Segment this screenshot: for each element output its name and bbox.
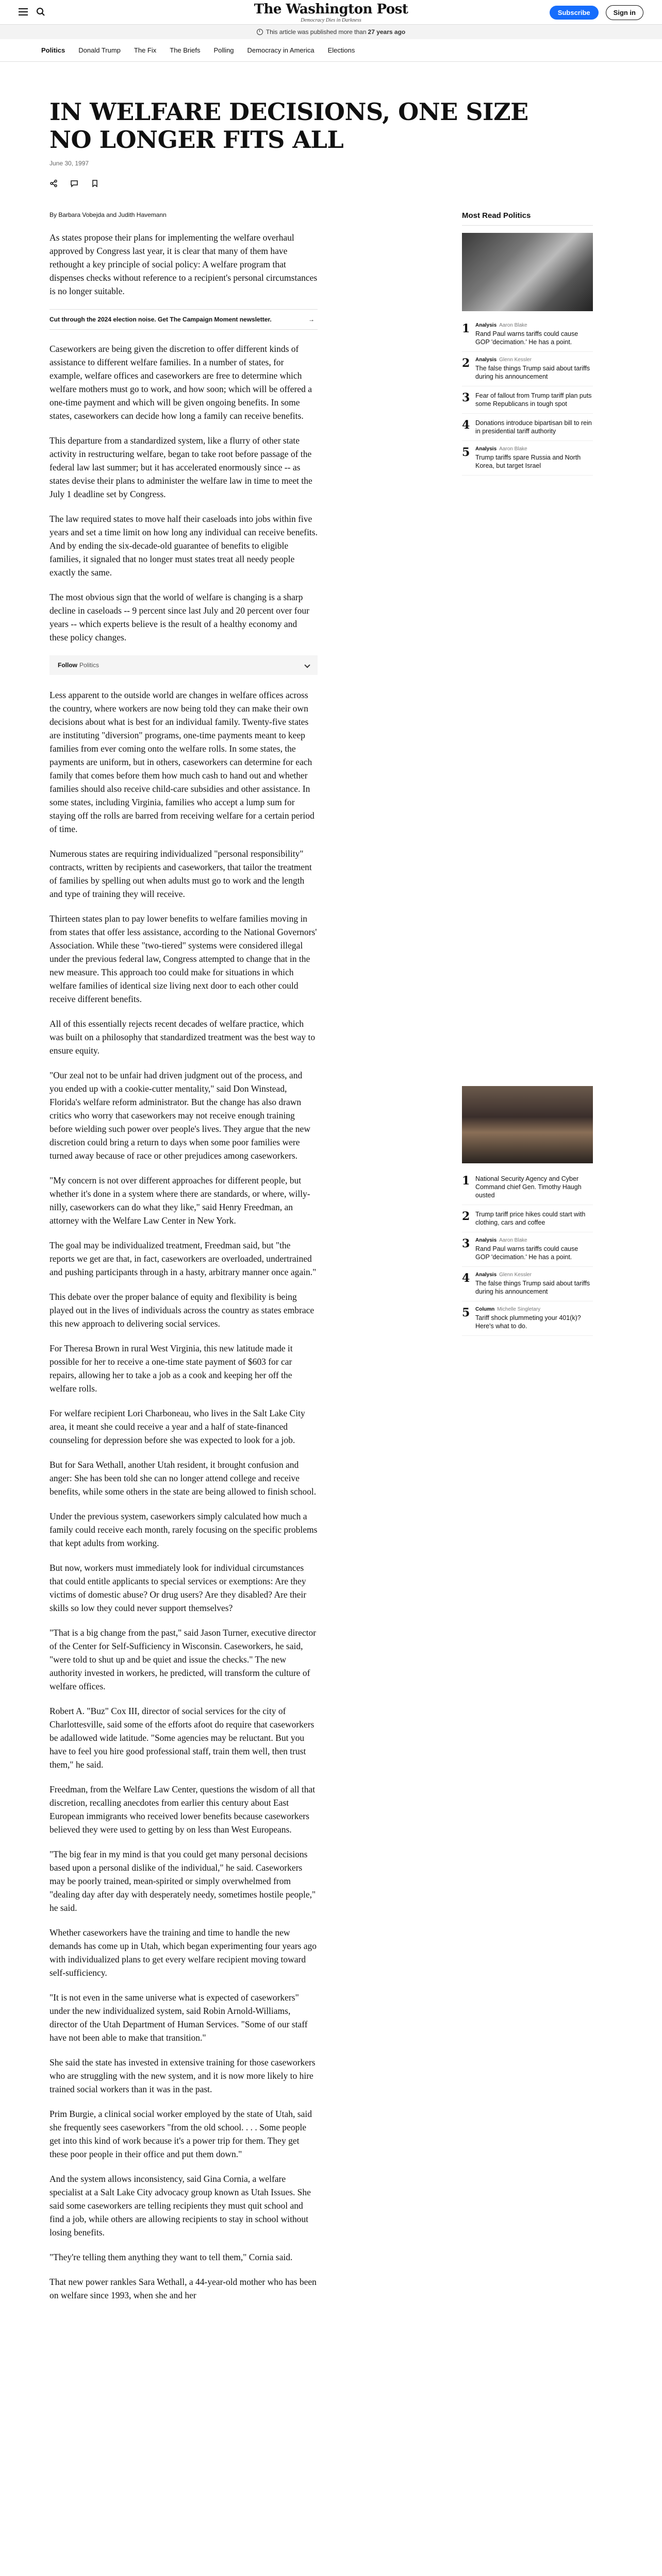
article-paragraph: Thirteen states plan to pay lower benefits to welfare families moving in from states that offer less assistance, according to the National Governors' Association. While these "two-tiered" systems were considered illegal under the previous federal law, Congress attempted to change that in the new measure. This approach too could make for situations in which welfare families of identical size living next door to each other could receive different benefits. <box>49 913 317 1004</box>
follow-topic: Politics <box>79 662 100 669</box>
most-read-body <box>475 1210 593 1227</box>
most-read-image-secondary[interactable] <box>462 1086 593 1163</box>
newsletter-promo-text[interactable]: Cut through the 2024 election noise. Get The Campaign Moment newsletter. <box>49 316 272 323</box>
sidebar-spacer <box>462 476 593 1086</box>
most-read-author[interactable]: Glenn Kessler <box>499 1272 532 1278</box>
share-icon[interactable] <box>49 179 58 188</box>
most-read-kind: Analysis <box>475 446 497 452</box>
article-paragraph: And the system allows inconsistency, said Gina Cornia, a welfare specialist at a Salt Lake City advocacy group known as Utah Issues. She said some caseworkers are telling recipients they must quit school and find a job, while others are allowing recipients to stay in school without losing benefits. <box>49 2174 311 2238</box>
most-read-rank: 2 <box>462 1210 470 1223</box>
nav-item-politics[interactable]: Politics <box>41 46 65 54</box>
most-read-headline[interactable]: The false things Trump said about tariffs during his announcement <box>475 1280 590 1295</box>
bookmark-icon[interactable] <box>91 179 99 188</box>
sign-in-button[interactable]: Sign in <box>606 5 643 20</box>
masthead[interactable] <box>254 2 408 23</box>
article-paragraph: Under the previous system, caseworkers simply calculated how much a family could receive each month, rarely focusing on the specific problems that kept adults from working. <box>49 1511 318 1548</box>
most-read-kind: Column <box>475 1307 495 1312</box>
article-paragraph: But now, workers must immediately look for individual circumstances that could entitle applicants to special services or exemptions: Are they victims of domestic abuse? Or drug users? Are they disabled? Are their skills so low they could never support themselves? <box>49 1563 307 1613</box>
most-read-rank: 3 <box>462 1237 470 1250</box>
search-icon[interactable] <box>36 7 45 16</box>
most-read-headline[interactable]: Tariff shock plummeting your 401(k)? Here's what to do. <box>475 1314 581 1330</box>
most-read-rank: 5 <box>462 446 470 459</box>
arrow-right-icon: → <box>308 316 315 323</box>
most-read-body <box>475 1307 593 1330</box>
article-body <box>49 211 318 2313</box>
article-paragraph: She said the state has invested in extensive training for those caseworkers who are struggling with the new system, and it is now more likely to hire trained social workers than it was in the past. <box>49 2057 316 2094</box>
most-read-item[interactable] <box>462 441 593 476</box>
most-read-item[interactable] <box>462 317 593 352</box>
most-read-author[interactable]: Aaron Blake <box>499 446 527 452</box>
most-read-body <box>475 323 593 346</box>
most-read-headline[interactable]: National Security Agency and Cyber Command chief Gen. Timothy Haugh ousted <box>475 1175 582 1199</box>
most-read-headline[interactable]: Rand Paul warns tariffs could cause GOP 'decimation.' He has a point. <box>475 1245 578 1261</box>
article-paragraph: This debate over the proper balance of equity and flexibility is being played out in the lives of individuals across the country as states embrace this new approach to delivering social services. <box>49 1292 315 1329</box>
most-read-meta <box>475 1272 593 1278</box>
archive-notice-prefix: This article was published more than <box>266 28 367 36</box>
article-paragraph: Less apparent to the outside world are changes in welfare offices across the country, where workers are now being told they can make their own decisions about what is best for an individual family. Twenty-five states are instituting "diversion" programs, one-time payments meant to keep families from ever coming onto the welfare rolls. In some states, the payments are uniform, but in others, caseworkers can determine for each family that comes before them how much cash to hand out and whether families should also receive child-care subsidies and other assistance. In some states, including Virginia, families who accept a lump sum for staying off the rolls are barred from receiving welfare for a certain period of time. <box>49 690 315 834</box>
content-layout <box>0 211 662 2313</box>
article-paragraph: "It is not even in the same universe what is expected of caseworkers" under the new individualized system, said Robin Arnold-Williams, director of the Utah Department of Human Services. "Some of our staff have not been able to make that transition." <box>49 1992 308 2043</box>
article-paragraph: Robert A. "Buz" Cox III, director of social services for the city of Charlottesville, said some of the efforts afoot do require that caseworkers be adallowed wide latitude. "Some agencies may be reluctant. But you have to feel you hire good professional staff, train them well, then trust them," he said. <box>49 1706 315 1770</box>
article-paragraph: For Theresa Brown in rural West Virginia, this new latitude made it possible for her to receive a one-time state payment of $603 for car repairs, allowing her to take a job as a cook and keeping her off the welfare rolls. <box>49 1343 293 1394</box>
most-read-rank: 1 <box>462 1174 470 1188</box>
article-headline: IN WELFARE DECISIONS, ONE SIZE NO LONGER FITS ALL <box>49 98 528 154</box>
article-date: June 30, 1997 <box>49 160 89 167</box>
site-logo[interactable]: The Washington Post <box>254 1 408 17</box>
subscribe-button[interactable]: Subscribe <box>550 6 599 20</box>
most-read-body <box>475 419 593 435</box>
article-paragraph: Prim Burgie, a clinical social worker employed by the state of Utah, said she frequently sees caseworkers "from the old school. . . . Some people get into this kind of work because it's a power trip for them. They get these poor people in their office and put them down." <box>49 2109 312 2159</box>
newsletter-promo[interactable] <box>49 309 318 330</box>
most-read-list-secondary <box>462 1170 593 1336</box>
hamburger-menu-icon[interactable] <box>19 8 28 15</box>
article-paragraph: Numerous states are requiring individualized "personal responsibility" contracts, written by recipients and caseworkers, that tailor the treatment of families by spelling out when adults must go to work and the length and type of training they will receive. <box>49 849 312 899</box>
most-read-item[interactable] <box>462 1170 593 1205</box>
most-read-rank: 2 <box>462 357 470 370</box>
article-paragraph: The most obvious sign that the world of welfare is changing is a sharp decline in caseloads -- 9 percent since last July and 20 percent over four years -- which experts believe is the result of a healthy economy and these policy changes. <box>49 592 309 642</box>
sidebar <box>462 211 593 2313</box>
nav-item-donald-trump[interactable]: Donald Trump <box>78 46 121 54</box>
most-read-body <box>475 1175 593 1199</box>
most-read-kind: Analysis <box>475 357 497 363</box>
section-nav <box>0 39 662 62</box>
most-read-meta <box>475 1238 593 1243</box>
nav-item-polling[interactable]: Polling <box>213 46 234 54</box>
article-paragraph: "The big fear in my mind is that you could get many personal decisions based upon a personal dislike of the individual," he said. Caseworkers may be poorly trained, mean-spirited or simply overwhelmed from "dealing day after day with desperately needy, sometimes hostile people," he said. <box>49 1849 316 1913</box>
most-read-headline[interactable]: Fear of fallout from Trump tariff plan puts some Republicans in tough spot <box>475 392 592 408</box>
most-read-rank: 3 <box>462 391 470 404</box>
most-read-headline[interactable]: Rand Paul warns tariffs could cause GOP 'decimation.' He has a point. <box>475 330 578 346</box>
most-read-rank: 4 <box>462 418 470 432</box>
most-read-meta <box>475 357 593 363</box>
article-byline: By Barbara Vobejda and Judith Havemann <box>49 211 167 218</box>
article-paragraph: As states propose their plans for implementing the welfare overhaul approved by Congress last year, it is clear that many of them have rethought a key principle of social policy: A welfare program that dispenses checks without reference to a recipient's personal circumstances is no longer suitable. <box>49 232 318 296</box>
most-read-item[interactable] <box>462 1301 593 1336</box>
most-read-rank: 4 <box>462 1272 470 1285</box>
most-read-item[interactable] <box>462 352 593 386</box>
most-read-item[interactable] <box>462 386 593 414</box>
share-toolbar <box>49 178 613 189</box>
nav-item-elections[interactable]: Elections <box>327 46 355 54</box>
article-paragraph: Whether caseworkers have the training and time to handle the new demands has come up in Utah, which began experimenting four years ago with individualized plans to get every welfare recipient moving toward self-sufficiency. <box>49 1927 317 1978</box>
most-read-kind: Analysis <box>475 323 497 328</box>
article-paragraph: "They're telling them anything they want to tell them," Cornia said. <box>49 2252 293 2262</box>
most-read-kind: Analysis <box>475 1272 497 1278</box>
most-read-author[interactable]: Aaron Blake <box>499 1238 527 1243</box>
most-read-rank: 1 <box>462 322 470 335</box>
most-read-item[interactable] <box>462 414 593 441</box>
header-actions <box>550 5 643 20</box>
archive-notice <box>0 25 662 39</box>
most-read-headline[interactable]: Trump tariff price hikes could start with clothing, cars and coffee <box>475 1211 586 1226</box>
most-read-meta <box>475 323 593 328</box>
most-read-rank: 5 <box>462 1306 470 1319</box>
article-paragraph: The goal may be individualized treatment, Freedman said, but "the reports we get are that, in fact, caseworkers are overloaded, undertrained and pushing participants through in a hasty, arbitrary manner once again." <box>49 1240 317 1277</box>
most-read-author[interactable]: Glenn Kessler <box>499 357 532 363</box>
most-read-body <box>475 392 593 408</box>
nav-item-the-briefs[interactable]: The Briefs <box>170 46 201 54</box>
most-read-item[interactable] <box>462 1205 593 1232</box>
most-read-body <box>475 1238 593 1261</box>
most-read-body <box>475 446 593 470</box>
site-tagline: Democracy Dies in Darkness <box>301 17 361 23</box>
article-paragraph: All of this essentially rejects recent decades of welfare practice, which was built on a philosophy that standardized treatment was the best way to ensure equity. <box>49 1019 316 1056</box>
comment-icon[interactable] <box>70 179 78 188</box>
most-read-item[interactable] <box>462 1232 593 1267</box>
article-paragraph: Freedman, from the Welfare Law Center, questions the wisdom of all that discretion, recalling anecdotes from earlier this century about East European immigrants who received lower benefits because caseworkers believed they were used to getting by on less than West Europeans. <box>49 1784 316 1835</box>
most-read-meta <box>475 1307 593 1312</box>
most-read-headline[interactable]: The false things Trump said about tariffs during his announcement <box>475 365 590 380</box>
follow-label[interactable]: Follow <box>58 662 77 669</box>
most-read-author[interactable]: Aaron Blake <box>499 323 527 328</box>
most-read-author[interactable]: Michelle Singletary <box>497 1307 541 1312</box>
headline-section <box>0 62 662 189</box>
article-paragraph: "My concern is not over different approaches for different people, but whether it's done in a system where there are standards, or where, willy-nilly, caseworkers can do what they like," said Henry Freedman, an attorney with the Welfare Law Center in New York. <box>49 1175 310 1226</box>
article-paragraphs <box>49 688 318 2302</box>
nav-item-democracy-in-america[interactable]: Democracy in America <box>247 46 315 54</box>
most-read-list <box>462 317 593 476</box>
site-header <box>0 0 662 25</box>
most-read-image[interactable] <box>462 233 593 311</box>
most-read-headline[interactable]: Donations introduce bipartisan bill to rein in presidential tariff authority <box>475 419 592 435</box>
nav-item-the-fix[interactable]: The Fix <box>134 46 157 54</box>
article-paragraph: But for Sara Wethall, another Utah resident, it brought confusion and anger: She has been told she can no longer attend college and receive benefits, while some others in the state are being allowed to finish school. <box>49 1460 317 1497</box>
article-paragraph: The law required states to move half their caseloads into jobs within five years and set a time limit on how long any individual can receive benefits. And by ending the six-decade-old guarantee of benefits to eligible families, it signaled that no longer must states treat all needy people exactly the same. <box>49 514 318 578</box>
article-paragraph: This departure from a standardized system, like a flurry of other state activity in restructuring welfare, began to take root before passage of the federal law last summer; but it has accelerated enormously since -- as states devise their plans to administer the welfare law in time to meet the July 1 deadline set by Congress. <box>49 435 312 499</box>
chevron-down-icon[interactable] <box>304 662 310 668</box>
most-read-body <box>475 1272 593 1296</box>
most-read-meta <box>475 446 593 452</box>
most-read-title: Most Read Politics <box>462 211 593 226</box>
most-read-item[interactable] <box>462 1267 593 1301</box>
archive-notice-age: 27 years ago <box>368 28 406 36</box>
most-read-kind: Analysis <box>475 1238 497 1243</box>
article-paragraph: Caseworkers are being given the discretion to offer different kinds of assistance to different welfare families. In a number of states, for example, welfare offices and caseworkers are free to determine which welfare mothers must go to work, and how soon; which will be offered a one-time payment and which will be given ongoing benefits. In some states, caseworkers can decide how long a family can receive benefits. <box>49 344 312 421</box>
follow-topic-widget[interactable] <box>49 655 318 675</box>
article-paragraph: "Our zeal not to be unfair had driven judgment out of the process, and you ended up with a cookie-cutter mentality," said Don Winstead, Florida's welfare reform administrator. But the change has also drawn critics who worry that caseworkers may not receive enough training before wielding such power over people's lives. They argue that the new discretion could bring a return to days when some poor families were turned away because of race or other prejudices among caseworkers. <box>49 1070 310 1161</box>
most-read-body <box>475 357 593 381</box>
article-paragraph: "That is a big change from the past," said Jason Turner, executive director of the Center for Self-Sufficiency in Wisconsin. Caseworkers, he said, "were told to shut up and be quiet and issue the checks." The new authority invested in workers, he predicted, will transform the culture of welfare offices. <box>49 1628 317 1691</box>
article-paragraph: That new power rankles Sara Wethall, a 44-year-old mother who has been on welfare since 1993, when she and her <box>49 2277 317 2300</box>
clock-icon <box>257 29 263 35</box>
most-read-headline[interactable]: Trump tariffs spare Russia and North Korea, but target Israel <box>475 454 581 469</box>
article-paragraph: For welfare recipient Lori Charboneau, who lives in the Salt Lake City area, it meant she could receive a year and a half of state-financed counseling for depression before she was expected to look for a job. <box>49 1408 305 1445</box>
